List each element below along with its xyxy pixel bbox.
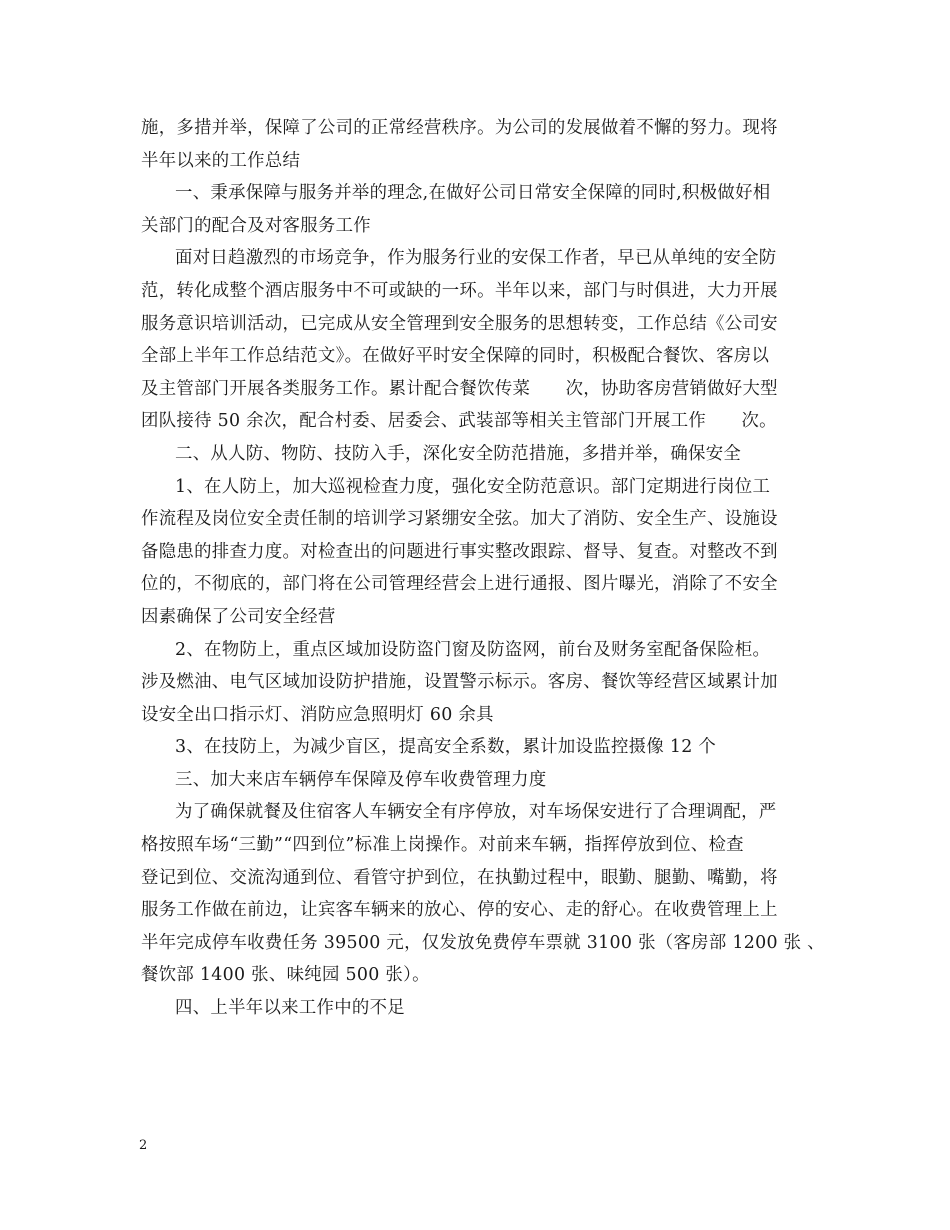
page-number: 2 [139,1138,148,1153]
section-heading-2: 二、从人防、物防、技防入手，深化安全防范措施，多措并举，确保安全 [175,443,742,464]
text-line-18: 涉及燃油、电气区域加设防护措施，设置警示标示。客房、餐饮等经营区域累计加 [141,672,778,693]
section-heading-3: 三、加大来店车辆停车保障及停车收费管理力度 [175,769,547,790]
document-body [141,112,825,1025]
section-heading-1-line-2: 关部门的配合及对客服务工作 [141,215,371,236]
text-line-12: 1、在人防上，加大巡视检查力度，强化安全防范意识。部门定期进行岗位工 [175,476,771,497]
section-heading-4: 四、上半年以来工作中的不足 [175,998,405,1019]
text-line-17: 2、在物防上，重点区域加设防盗门窗及防盗网，前台及财务室配备保险柜。 [175,639,771,660]
text-line-16: 因素确保了公司安全经营 [141,606,336,627]
text-line-24: 登记到位、交流沟通到位、看管守护到位，在执勤过程中，眼勤、腿勤、嘴勤，将 [141,867,778,888]
text-line-6: 范，转化成整个酒店服务中不可或缺的一环。半年以来，部门与时俱进，大力开展 [141,280,778,301]
text-line-27: 餐饮部 1400 张、味纯园 500 张）。 [141,965,430,986]
text-line-8: 全部上半年工作总结范文》。在做好平时安全保障的同时，积极配合餐饮、客房以 [141,346,770,367]
text-line-23: 格按照车场“三勤”“四到位”标准上岗操作。对前来车辆，指挥停放到位、检查 [141,835,744,856]
section-heading-1-line-1: 一、秉承保障与服务并举的理念,在做好公司日常安全保障的同时,积极做好相 [175,183,771,204]
text-line-22: 为了确保就餐及住宿客人车辆安全有序停放，对车场保安进行了合理调配，严 [175,802,777,823]
text-line-1: 施，多措并举，保障了公司的正常经营秩序。为公司的发展做着不懈的努力。现将 [141,118,778,138]
text-line-25: 服务工作做在前边，让宾客车辆来的放心、停的安心、走的舒心。在收费管理上上 [141,900,778,921]
text-line-20: 3、在技防上，为减少盲区，提高安全系数，累计加设监控摄像 12 个 [175,737,717,758]
text-line-9: 及主管部门开展各类服务工作。累计配合餐饮传菜 次，协助客房营销做好大型 [141,378,778,399]
text-line-19: 设安全出口指示灯、消防应急照明灯 60 余具 [141,704,494,725]
text-line-10: 团队接待 50 余次，配合村委、居委会、武装部等相关主管部门开展工作 次。 [141,411,777,432]
text-line-26: 半年完成停车收费任务 39500 元，仅发放免费停车票就 3100 张（客房部 1200 张 、 [141,932,825,953]
text-line-5: 面对日趋激烈的市场竞争，作为服务行业的安保工作者，早已从单纯的安全防 [175,248,777,269]
text-line-2: 半年以来的工作总结 [141,150,301,171]
text-line-15: 位的，不彻底的，部门将在公司管理经营会上进行通报、图片曝光，消除了不安全 [141,574,778,595]
text-line-14: 备隐患的排查力度。对检查出的问题进行事实整改跟踪、督导、复查。对整改不到 [141,541,778,562]
text-line-7: 服务意识培训活动，已完成从安全管理到安全服务的思想转变，工作总结《公司安 [141,313,778,334]
text-line-13: 作流程及岗位安全责任制的培训学习紧绷安全弦。加大了消防、安全生产、设施设 [141,509,778,530]
